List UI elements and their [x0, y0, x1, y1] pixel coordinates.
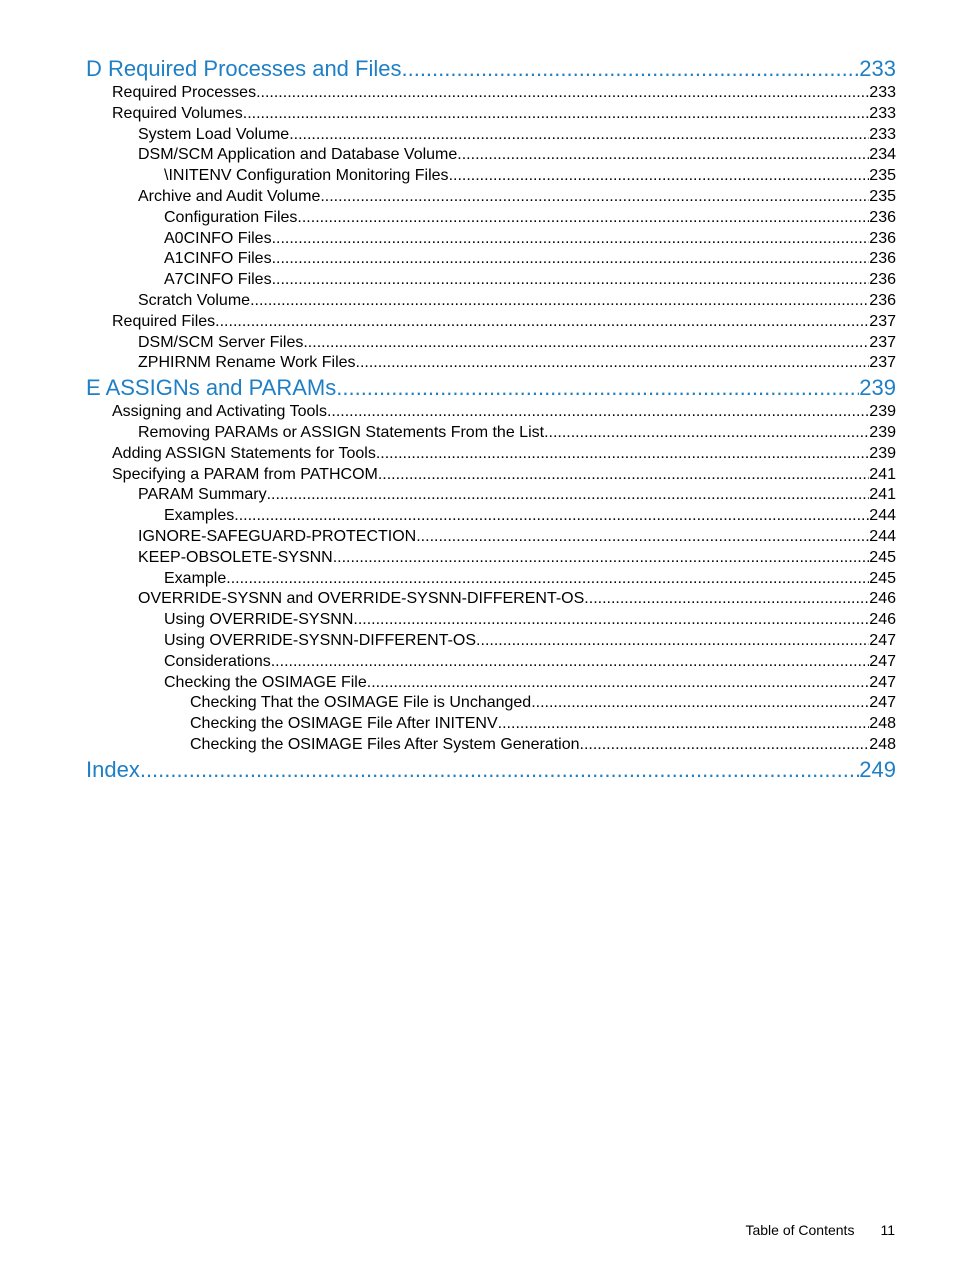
toc-entry[interactable]	[86, 735, 896, 756]
dot-leader	[320, 187, 869, 208]
toc-entry-page: 239	[869, 423, 896, 441]
dot-leader	[215, 312, 869, 333]
toc-entry-title: A1CINFO Files	[164, 250, 272, 268]
toc-entry[interactable]	[86, 444, 896, 465]
toc-entry-page: 247	[869, 652, 896, 670]
toc-entry-title: Example	[164, 569, 227, 587]
toc-entry[interactable]	[86, 527, 896, 548]
dot-leader	[401, 55, 859, 83]
toc-entry-title: Using OVERRIDE-SYSNN-DIFFERENT-OS	[164, 631, 477, 649]
dot-leader	[584, 589, 869, 610]
toc-entry-page: 244	[869, 527, 896, 545]
toc-entry-title: OVERRIDE-SYSNN and OVERRIDE-SYSNN-DIFFERENT-OS	[138, 590, 585, 608]
toc-entry-title: Archive and Audit Volume	[138, 187, 321, 205]
dot-leader	[267, 485, 870, 506]
footer-page-number: 11	[880, 1222, 895, 1238]
dot-leader	[498, 714, 870, 735]
dot-leader	[243, 104, 870, 125]
toc-entry-page: 248	[869, 715, 896, 733]
toc-entry[interactable]	[86, 353, 896, 374]
toc-entry-page: 246	[869, 611, 896, 629]
toc-entry-page: 236	[869, 208, 896, 226]
toc-entry-page: 241	[869, 465, 896, 483]
toc-entry-title: \INITENV Configuration Monitoring Files	[164, 167, 449, 185]
dot-leader	[303, 333, 869, 354]
toc-entry-page: 235	[869, 167, 896, 185]
toc-entry[interactable]	[86, 312, 896, 333]
toc-entry[interactable]	[86, 631, 896, 652]
toc-entry-title: Removing PARAMs or ASSIGN Statements From the List	[138, 423, 545, 441]
toc-entry-page: 233	[869, 104, 896, 122]
toc-entry-page: 236	[869, 250, 896, 268]
toc-entry-page: 239	[869, 403, 896, 421]
toc-entry-title: ZPHIRNM Rename Work Files	[138, 354, 356, 372]
dot-leader	[457, 145, 869, 166]
toc-entry[interactable]	[86, 485, 896, 506]
toc-entry-page: 235	[869, 187, 896, 205]
toc-entry-title: System Load Volume	[138, 125, 290, 143]
toc-entry-title: Adding ASSIGN Statements for Tools	[112, 444, 376, 462]
toc-entry-page: 234	[869, 146, 896, 164]
toc-chapter-entry[interactable]	[86, 756, 896, 784]
toc-entry-title: E ASSIGNs and PARAMs	[86, 375, 337, 401]
toc-entry-title: Specifying a PARAM from PATHCOM	[112, 465, 378, 483]
toc-entry-title: Scratch Volume	[138, 291, 251, 309]
toc-entry[interactable]	[86, 83, 896, 104]
toc-entry[interactable]	[86, 423, 896, 444]
dot-leader	[272, 229, 870, 250]
toc-entry-page: 241	[869, 486, 896, 504]
toc-entry[interactable]	[86, 104, 896, 125]
toc-entry-page: 249	[859, 756, 896, 782]
dot-leader	[333, 548, 870, 569]
toc-entry[interactable]	[86, 506, 896, 527]
toc-entry-title: Checking the OSIMAGE Files After System Generation	[190, 735, 580, 753]
toc-entry-title: Checking the OSIMAGE File After INITENV	[190, 715, 498, 733]
toc-entry[interactable]	[86, 589, 896, 610]
toc-entry-page: 247	[869, 631, 896, 649]
toc-entry[interactable]	[86, 714, 896, 735]
toc-entry-title: Index	[86, 756, 140, 782]
toc-entry-title: A0CINFO Files	[164, 229, 272, 247]
toc-entry-page: 237	[869, 312, 896, 330]
toc-entry[interactable]	[86, 187, 896, 208]
dot-leader	[297, 208, 869, 229]
dot-leader	[531, 693, 869, 714]
dot-leader	[272, 249, 870, 270]
toc-entry-title: Required Files	[112, 312, 216, 330]
dot-leader	[416, 527, 869, 548]
toc-entry-title: Considerations	[164, 652, 271, 670]
footer-section-title: Table of Contents	[745, 1222, 855, 1238]
toc-entry[interactable]	[86, 465, 896, 486]
dot-leader	[356, 353, 870, 374]
toc-entry[interactable]	[86, 249, 896, 270]
toc-entry-title: D Required Processes and Files	[86, 56, 402, 81]
table-of-contents	[86, 55, 896, 784]
toc-entry-title: A7CINFO Files	[164, 271, 272, 289]
toc-entry-title: IGNORE-SAFEGUARD-PROTECTION	[138, 527, 417, 545]
toc-entry-page: 239	[869, 444, 896, 462]
toc-entry-title: Configuration Files	[164, 208, 298, 226]
toc-entry-page: 239	[859, 375, 896, 401]
toc-entry-title: Using OVERRIDE-SYSNN	[164, 611, 354, 629]
dot-leader	[234, 506, 869, 527]
toc-entry[interactable]	[86, 693, 896, 714]
toc-entry[interactable]	[86, 333, 896, 354]
toc-entry-page: 236	[869, 229, 896, 247]
toc-entry-page: 247	[869, 673, 896, 691]
toc-entry-title: DSM/SCM Server Files	[138, 333, 304, 351]
toc-entry-page: 247	[869, 694, 896, 712]
toc-entry[interactable]	[86, 610, 896, 631]
toc-entry[interactable]	[86, 548, 896, 569]
toc-entry[interactable]	[86, 402, 896, 423]
toc-entry-page: 236	[869, 271, 896, 289]
dot-leader	[226, 569, 869, 590]
toc-entry[interactable]	[86, 166, 896, 187]
dot-leader	[289, 125, 869, 146]
dot-leader	[580, 735, 870, 756]
dot-leader	[476, 631, 869, 652]
toc-entry[interactable]	[86, 125, 896, 146]
toc-entry[interactable]	[86, 145, 896, 166]
toc-entry-page: 237	[869, 333, 896, 351]
dot-leader	[378, 465, 869, 486]
dot-leader	[272, 270, 870, 291]
toc-entry-page: 248	[869, 735, 896, 753]
toc-entry-title: Examples	[164, 507, 235, 525]
toc-entry[interactable]	[86, 569, 896, 590]
page-footer	[745, 1222, 895, 1238]
toc-entry-page: 245	[869, 569, 896, 587]
dot-leader	[140, 756, 859, 784]
toc-entry-page: 246	[869, 590, 896, 608]
toc-entry-title: DSM/SCM Application and Database Volume	[138, 146, 458, 164]
toc-entry-title: Checking That the OSIMAGE File is Unchanged	[190, 694, 532, 712]
toc-entry[interactable]	[86, 652, 896, 673]
toc-entry[interactable]	[86, 291, 896, 312]
toc-entry[interactable]	[86, 229, 896, 250]
toc-entry-page: 233	[869, 125, 896, 143]
dot-leader	[353, 610, 869, 631]
dot-leader	[449, 166, 870, 187]
dot-leader	[336, 374, 859, 402]
toc-entry[interactable]	[86, 270, 896, 291]
toc-entry-title: PARAM Summary	[138, 486, 267, 504]
toc-entry-page: 233	[859, 56, 896, 81]
dot-leader	[256, 83, 869, 104]
toc-entry-title: Assigning and Activating Tools	[112, 403, 327, 421]
dot-leader	[544, 423, 869, 444]
toc-entry-page: 236	[869, 291, 896, 309]
dot-leader	[271, 652, 870, 673]
dot-leader	[376, 444, 869, 465]
dot-leader	[367, 673, 870, 694]
toc-entry[interactable]	[86, 673, 896, 694]
toc-entry-page: 233	[869, 84, 896, 101]
toc-entry[interactable]	[86, 208, 896, 229]
toc-entry-title: Checking the OSIMAGE File	[164, 673, 367, 691]
dot-leader	[250, 291, 869, 312]
toc-entry-page: 237	[869, 354, 896, 372]
toc-entry-title: Required Volumes	[112, 104, 243, 122]
toc-entry-title: Required Processes	[112, 84, 257, 101]
toc-entry-page: 244	[869, 507, 896, 525]
dot-leader	[327, 402, 869, 423]
toc-chapter-entry[interactable]	[86, 55, 896, 83]
toc-entry-page: 245	[869, 548, 896, 566]
toc-entry-title: KEEP-OBSOLETE-SYSNN	[138, 548, 333, 566]
toc-chapter-entry[interactable]	[86, 374, 896, 402]
